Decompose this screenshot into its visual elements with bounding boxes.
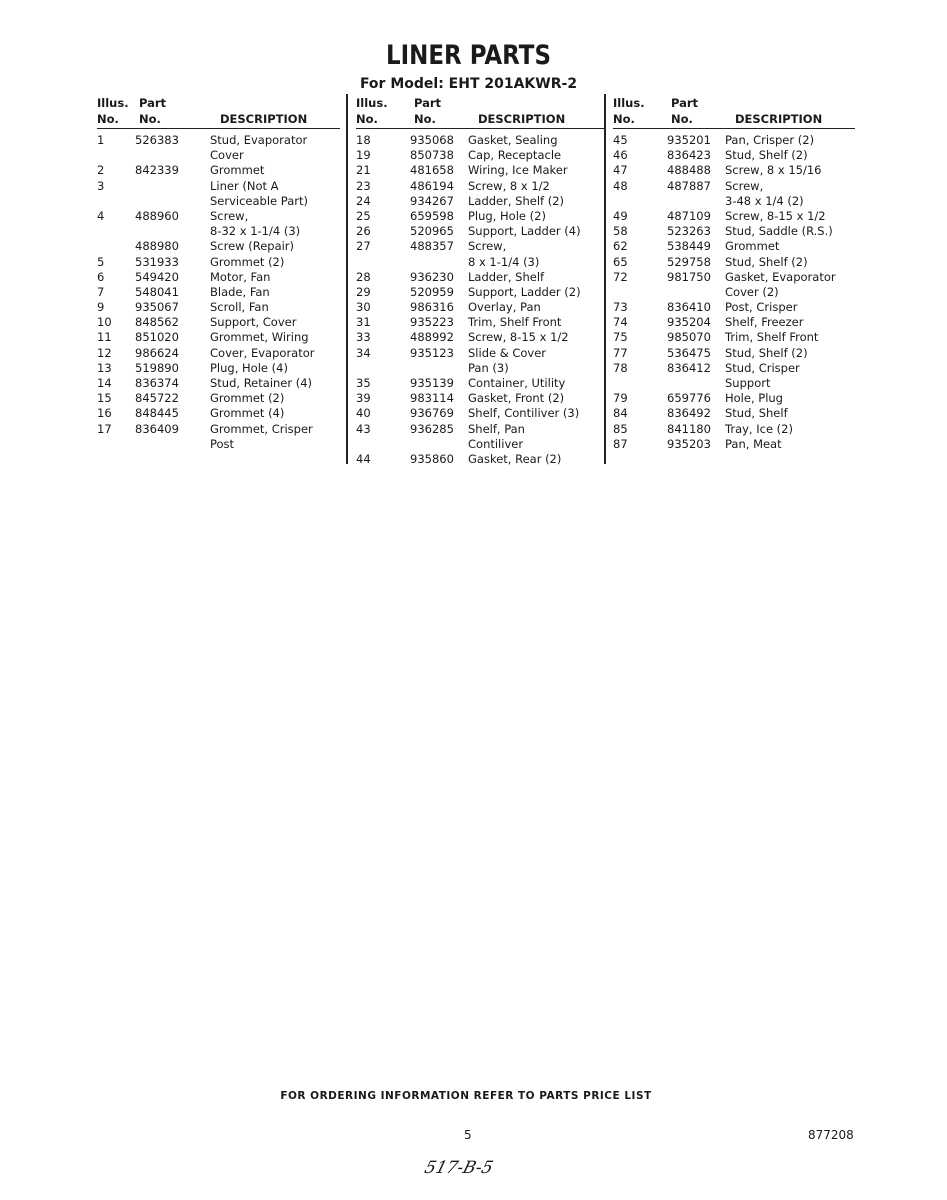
part-row bbox=[613, 270, 855, 300]
part-number: 487887 bbox=[667, 178, 711, 193]
illus-number: 48 bbox=[613, 178, 628, 193]
part-number: 488960 bbox=[135, 208, 179, 223]
column-header bbox=[356, 94, 605, 129]
part-row bbox=[356, 163, 605, 178]
part-row bbox=[356, 422, 605, 452]
page-number: 5 bbox=[464, 1128, 472, 1142]
part-number: 488488 bbox=[667, 163, 711, 178]
document-code: 877208 bbox=[808, 1128, 854, 1142]
part-row bbox=[97, 346, 340, 361]
part-description: Trim, Shelf Front bbox=[468, 315, 562, 330]
part-number: 848562 bbox=[135, 315, 179, 330]
illus-number: 49 bbox=[613, 208, 628, 223]
part-description: Shelf, Pan bbox=[468, 421, 525, 436]
part-row bbox=[356, 179, 605, 194]
part-number: 488992 bbox=[410, 330, 454, 345]
part-row bbox=[97, 391, 340, 406]
illus-number: 4 bbox=[97, 208, 105, 223]
illus-number: 44 bbox=[356, 451, 371, 466]
header-illus-no: No. bbox=[356, 112, 378, 126]
part-row bbox=[613, 391, 855, 406]
header-part: Part bbox=[671, 96, 699, 110]
part-number: 529758 bbox=[667, 254, 711, 269]
part-row bbox=[356, 391, 605, 406]
part-number: 549420 bbox=[135, 269, 179, 284]
part-number: 986624 bbox=[135, 345, 179, 360]
part-row bbox=[613, 255, 855, 270]
illus-number: 45 bbox=[613, 133, 628, 147]
part-description: Ladder, Shelf bbox=[468, 269, 545, 284]
part-description: Plug, Hole (2) bbox=[468, 208, 546, 223]
part-description: Pan, Crisper (2) bbox=[725, 133, 815, 147]
illus-number: 28 bbox=[356, 269, 371, 284]
part-description: Overlay, Pan bbox=[468, 300, 541, 315]
part-row bbox=[356, 224, 605, 239]
illus-number: 65 bbox=[613, 254, 628, 269]
illus-number: 10 bbox=[97, 315, 112, 330]
part-row bbox=[613, 315, 855, 330]
part-description: Grommet (4) bbox=[210, 406, 285, 421]
header-illus-no: No. bbox=[97, 112, 119, 126]
part-row bbox=[356, 376, 605, 391]
illus-number: 40 bbox=[356, 406, 371, 421]
illus-number: 15 bbox=[97, 391, 112, 406]
part-number: 481658 bbox=[410, 163, 454, 178]
part-description: Liner (Not A bbox=[210, 178, 279, 193]
part-row bbox=[356, 209, 605, 224]
part-row bbox=[97, 285, 340, 300]
part-description: Screw, 8 x 15/16 bbox=[725, 163, 822, 178]
header-illus: Illus. bbox=[613, 96, 645, 110]
part-row bbox=[97, 330, 340, 345]
part-row bbox=[97, 270, 340, 285]
part-row bbox=[613, 437, 855, 452]
illus-number: 39 bbox=[356, 391, 371, 406]
part-row bbox=[613, 239, 855, 254]
part-row bbox=[613, 179, 855, 209]
part-description: Gasket, Sealing bbox=[468, 133, 558, 147]
part-number: 935068 bbox=[410, 133, 454, 147]
part-number: 935201 bbox=[667, 133, 711, 147]
part-description: Shelf, Contiliver (3) bbox=[468, 406, 580, 421]
part-description: Pan (3) bbox=[468, 360, 509, 375]
illus-number: 16 bbox=[97, 406, 112, 421]
part-number: 934267 bbox=[410, 193, 454, 208]
illus-number: 2 bbox=[97, 163, 105, 178]
part-number: 526383 bbox=[135, 133, 179, 147]
part-number: 935123 bbox=[410, 345, 454, 360]
illus-number: 19 bbox=[356, 148, 371, 163]
part-description: Support, Ladder (2) bbox=[468, 284, 581, 299]
part-description: Screw, bbox=[725, 178, 764, 193]
part-row bbox=[613, 346, 855, 361]
part-description: Trim, Shelf Front bbox=[725, 330, 819, 345]
part-description: 8 x 1-1/4 (3) bbox=[468, 254, 540, 269]
part-row bbox=[356, 285, 605, 300]
part-row bbox=[97, 239, 340, 254]
illus-number: 34 bbox=[356, 345, 371, 360]
part-number: 520965 bbox=[410, 224, 454, 239]
header-part-no: No. bbox=[414, 112, 436, 126]
part-description: Gasket, Rear (2) bbox=[468, 451, 562, 466]
part-description: Post bbox=[210, 436, 235, 451]
part-row bbox=[356, 315, 605, 330]
part-row bbox=[613, 361, 855, 391]
part-number: 935223 bbox=[410, 315, 454, 330]
part-row bbox=[97, 406, 340, 421]
part-number: 836409 bbox=[135, 421, 179, 436]
part-description: Pan, Meat bbox=[725, 436, 782, 451]
part-description: Container, Utility bbox=[468, 376, 566, 390]
part-description: Grommet, Crisper bbox=[210, 421, 313, 436]
part-description: Screw, bbox=[468, 239, 507, 254]
part-row bbox=[356, 300, 605, 315]
part-row bbox=[97, 163, 340, 178]
header-part-no: No. bbox=[671, 112, 693, 126]
part-row bbox=[613, 300, 855, 315]
part-description: Screw, bbox=[210, 208, 249, 223]
illus-number: 25 bbox=[356, 208, 371, 223]
part-row bbox=[356, 452, 605, 467]
illus-number: 78 bbox=[613, 360, 628, 375]
part-description: Cover bbox=[210, 148, 244, 163]
part-number: 841180 bbox=[667, 421, 711, 436]
header-illus: Illus. bbox=[356, 96, 388, 110]
illus-number: 14 bbox=[97, 376, 112, 390]
part-row bbox=[613, 224, 855, 239]
illus-number: 43 bbox=[356, 421, 371, 436]
part-description: Screw, 8-15 x 1/2 bbox=[725, 208, 826, 223]
part-number: 848445 bbox=[135, 406, 179, 421]
part-description: Screw, 8 x 1/2 bbox=[468, 178, 550, 193]
part-number: 486194 bbox=[410, 178, 454, 193]
part-number: 936285 bbox=[410, 421, 454, 436]
header-description: DESCRIPTION bbox=[478, 112, 566, 126]
illus-number: 46 bbox=[613, 148, 628, 163]
illus-number: 17 bbox=[97, 421, 112, 436]
header-illus: Illus. bbox=[97, 96, 129, 110]
part-row bbox=[356, 133, 605, 148]
part-description: Stud, Retainer (4) bbox=[210, 376, 313, 390]
model-subtitle: For Model: EHT 201AKWR-2 bbox=[359, 76, 578, 92]
illus-number: 27 bbox=[356, 239, 371, 254]
part-description: Post, Crisper bbox=[725, 300, 798, 315]
part-number: 983114 bbox=[410, 391, 454, 406]
part-number: 548041 bbox=[135, 284, 179, 299]
header-part: Part bbox=[139, 96, 167, 110]
part-description: Wiring, Ice Maker bbox=[468, 163, 568, 178]
part-description: Contiliver bbox=[468, 436, 524, 451]
illus-number: 13 bbox=[97, 360, 112, 375]
part-row bbox=[613, 148, 855, 163]
part-row bbox=[356, 239, 605, 269]
part-number: 845722 bbox=[135, 391, 179, 406]
illus-number: 62 bbox=[613, 239, 628, 254]
illus-number: 75 bbox=[613, 330, 628, 345]
illus-number: 33 bbox=[356, 330, 371, 345]
part-number: 850738 bbox=[410, 148, 454, 163]
part-number: 935204 bbox=[667, 315, 711, 330]
part-row bbox=[97, 179, 340, 209]
part-description: Stud, Crisper bbox=[725, 360, 800, 375]
part-description: Plug, Hole (4) bbox=[210, 360, 288, 375]
part-description: Stud, Evaporator bbox=[210, 133, 308, 147]
illus-number: 11 bbox=[97, 330, 112, 345]
illus-number: 79 bbox=[613, 391, 628, 406]
part-number: 659598 bbox=[410, 208, 454, 223]
part-number: 836492 bbox=[667, 406, 711, 421]
part-description: Hole, Plug bbox=[725, 391, 783, 406]
part-description: Grommet bbox=[210, 163, 265, 178]
part-row bbox=[356, 270, 605, 285]
part-number: 836374 bbox=[135, 376, 179, 390]
header-illus-no: No. bbox=[613, 112, 635, 126]
illus-number: 30 bbox=[356, 300, 371, 315]
page-title: LINER PARTS bbox=[385, 40, 552, 71]
part-number: 836423 bbox=[667, 148, 711, 163]
part-description: 3-48 x 1/4 (2) bbox=[725, 193, 804, 208]
illus-number: 24 bbox=[356, 193, 371, 208]
part-number: 985070 bbox=[667, 330, 711, 345]
illus-number: 12 bbox=[97, 345, 112, 360]
illus-number: 23 bbox=[356, 178, 371, 193]
illus-number: 87 bbox=[613, 436, 628, 451]
part-description: Screw, 8-15 x 1/2 bbox=[468, 330, 569, 345]
part-row bbox=[97, 376, 340, 391]
part-row bbox=[613, 330, 855, 345]
part-description: Scroll, Fan bbox=[210, 300, 269, 315]
illus-number: 74 bbox=[613, 315, 628, 330]
part-row bbox=[97, 422, 340, 452]
ordering-info-footer: FOR ORDERING INFORMATION REFER TO PARTS PRICE LIST bbox=[280, 1090, 652, 1102]
part-description: Support, Ladder (4) bbox=[468, 224, 581, 239]
parts-column-3 bbox=[613, 94, 855, 452]
part-description: Gasket, Front (2) bbox=[468, 391, 565, 406]
parts-column-1 bbox=[97, 94, 340, 452]
header-part: Part bbox=[414, 96, 442, 110]
part-description: Stud, Saddle (R.S.) bbox=[725, 224, 833, 239]
part-number: 935067 bbox=[135, 300, 179, 315]
illus-number: 3 bbox=[97, 178, 105, 193]
part-description: Ladder, Shelf (2) bbox=[468, 193, 565, 208]
part-description: Screw (Repair) bbox=[210, 239, 295, 254]
part-row bbox=[613, 209, 855, 224]
part-number: 523263 bbox=[667, 224, 711, 239]
part-number: 842339 bbox=[135, 163, 179, 178]
part-description: Tray, Ice (2) bbox=[725, 421, 793, 436]
part-description: 8-32 x 1-1/4 (3) bbox=[210, 224, 301, 239]
part-description: Slide & Cover bbox=[468, 345, 547, 360]
part-row bbox=[613, 133, 855, 148]
illus-number: 5 bbox=[97, 254, 105, 269]
part-row bbox=[97, 361, 340, 376]
part-row bbox=[613, 163, 855, 178]
part-row bbox=[97, 315, 340, 330]
part-description: Grommet (2) bbox=[210, 391, 285, 406]
part-description: Cover (2) bbox=[725, 284, 779, 299]
part-description: Cap, Receptacle bbox=[468, 148, 562, 163]
part-number: 981750 bbox=[667, 269, 711, 284]
illus-number: 84 bbox=[613, 406, 628, 421]
part-number: 531933 bbox=[135, 254, 179, 269]
illus-number: 77 bbox=[613, 345, 628, 360]
part-number: 488357 bbox=[410, 239, 454, 254]
part-description: Grommet, Wiring bbox=[210, 330, 309, 345]
illus-number: 7 bbox=[97, 284, 105, 299]
part-row bbox=[97, 300, 340, 315]
part-row bbox=[356, 194, 605, 209]
part-description: Grommet (2) bbox=[210, 254, 285, 269]
part-number: 487109 bbox=[667, 208, 711, 223]
part-number: 935203 bbox=[667, 436, 711, 451]
part-description: Grommet bbox=[725, 239, 780, 254]
part-description: Support, Cover bbox=[210, 315, 297, 330]
part-description: Serviceable Part) bbox=[210, 193, 308, 208]
illus-number: 6 bbox=[97, 269, 105, 284]
part-description: Stud, Shelf (2) bbox=[725, 345, 808, 360]
illus-number: 73 bbox=[613, 300, 628, 315]
illus-number: 35 bbox=[356, 376, 371, 390]
part-number: 986316 bbox=[410, 300, 454, 315]
illus-number: 85 bbox=[613, 421, 628, 436]
part-description: Stud, Shelf (2) bbox=[725, 254, 808, 269]
part-description: Shelf, Freezer bbox=[725, 315, 804, 330]
part-number: 519890 bbox=[135, 360, 179, 375]
part-row bbox=[97, 209, 340, 239]
part-number: 936769 bbox=[410, 406, 454, 421]
part-description: Gasket, Evaporator bbox=[725, 269, 836, 284]
illus-number: 29 bbox=[356, 284, 371, 299]
part-row bbox=[97, 133, 340, 163]
illus-number: 58 bbox=[613, 224, 628, 239]
illus-number: 1 bbox=[97, 133, 105, 147]
illus-number: 18 bbox=[356, 133, 371, 147]
part-number: 935139 bbox=[410, 376, 454, 390]
part-description: Blade, Fan bbox=[210, 284, 270, 299]
header-description: DESCRIPTION bbox=[220, 112, 308, 126]
part-row bbox=[356, 346, 605, 376]
part-description: Stud, Shelf (2) bbox=[725, 148, 808, 163]
part-row bbox=[97, 255, 340, 270]
part-number: 659776 bbox=[667, 391, 711, 406]
part-row bbox=[356, 148, 605, 163]
illus-number: 21 bbox=[356, 163, 371, 178]
part-description: Stud, Shelf bbox=[725, 406, 788, 421]
part-row bbox=[356, 406, 605, 421]
column-header bbox=[613, 94, 855, 129]
part-row bbox=[356, 330, 605, 345]
part-number: 488980 bbox=[135, 239, 179, 254]
part-row bbox=[613, 422, 855, 437]
part-number: 836412 bbox=[667, 360, 711, 375]
illus-number: 26 bbox=[356, 224, 371, 239]
handwritten-note: 517-B-5 bbox=[422, 1158, 496, 1178]
part-number: 936230 bbox=[410, 269, 454, 284]
column-divider bbox=[346, 94, 348, 464]
illus-number: 47 bbox=[613, 163, 628, 178]
part-number: 851020 bbox=[135, 330, 179, 345]
illus-number: 72 bbox=[613, 269, 628, 284]
header-part-no: No. bbox=[139, 112, 161, 126]
part-number: 520959 bbox=[410, 284, 454, 299]
part-description: Support bbox=[725, 376, 771, 390]
part-number: 538449 bbox=[667, 239, 711, 254]
column-header bbox=[97, 94, 340, 129]
part-row bbox=[613, 406, 855, 421]
illus-number: 31 bbox=[356, 315, 371, 330]
part-description: Cover, Evaporator bbox=[210, 345, 315, 360]
part-number: 935860 bbox=[410, 451, 454, 466]
part-description: Motor, Fan bbox=[210, 269, 271, 284]
illus-number: 9 bbox=[97, 300, 105, 315]
parts-column-2 bbox=[356, 94, 605, 467]
part-number: 836410 bbox=[667, 300, 711, 315]
header-description: DESCRIPTION bbox=[735, 112, 823, 126]
part-number: 536475 bbox=[667, 345, 711, 360]
